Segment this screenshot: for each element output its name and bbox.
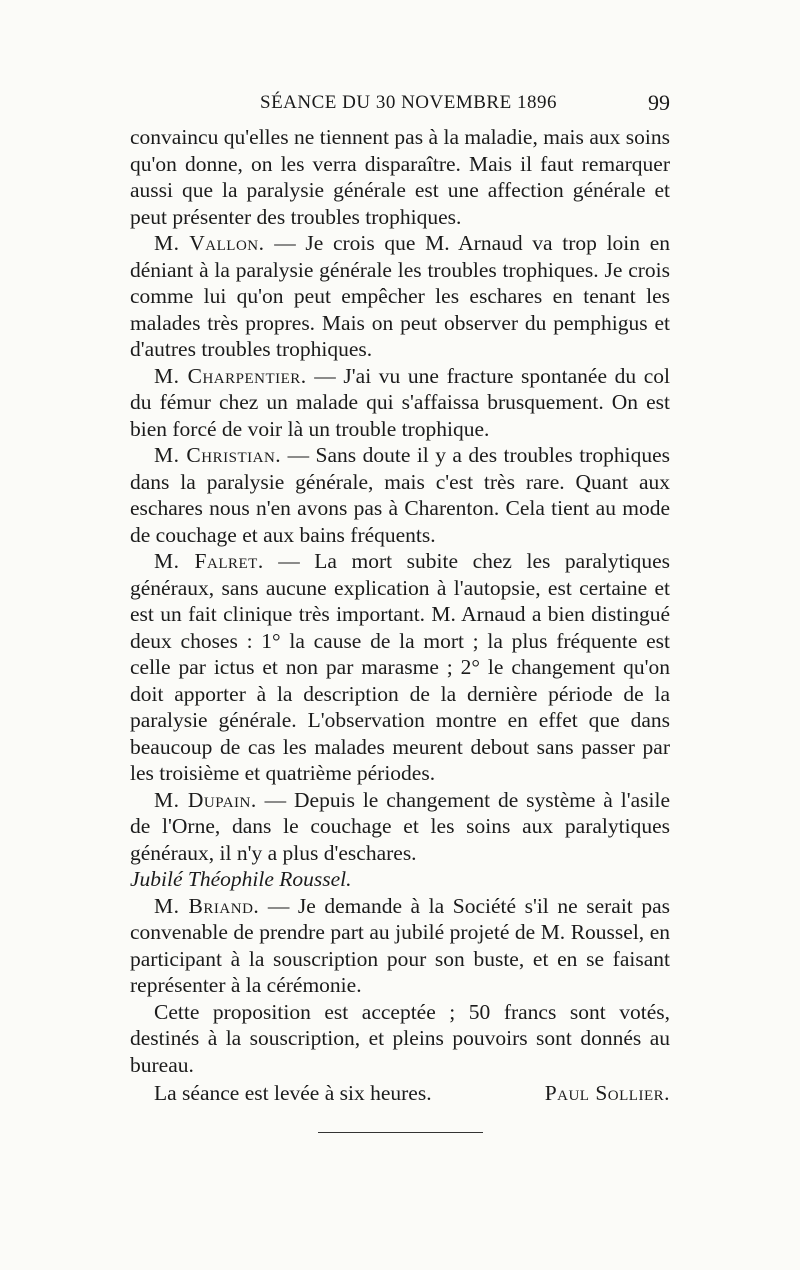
paragraph: [130, 999, 670, 1079]
paragraph: [130, 363, 670, 443]
speaker-name: M. Charpentier.: [154, 363, 307, 388]
paragraph-text: — La mort subite chez les paralytiques généraux, sans aucune explication à l'autopsie, est certaine et est un fait clinique très important. M. Arnaud a bien distingué deux choses : 1° la cause de la mort ; la plus fréquente est celle par ictus et non par marasme ; 2° le changement qu'on doit apporter à la description de la dernière période de la paralysie générale. L'observation montre en effet que dans beaucoup de cas les malades meurent debout sans passer par les troisième et quatrième périodes.: [130, 549, 670, 785]
section-title: Jubilé Théophile Roussel.: [130, 867, 352, 891]
paragraph: [130, 230, 670, 363]
paragraph-text: — Je demande à la Société s'il ne serait pas convenable de prendre part au jubilé projeté de M. Roussel, en participant à la souscription pour son buste, et en se faisant représenter à la cérémonie.: [130, 893, 670, 997]
paragraph-text: — Depuis le changement de système à l'asile de l'Orne, dans le couchage et les soins aux paralytiques généraux, il n'y a plus d'eschares.: [130, 787, 670, 865]
running-header: [130, 88, 670, 118]
speaker-name: M. Dupain.: [154, 787, 257, 812]
end-rule: [318, 1132, 483, 1133]
paragraph-text: Cette proposition est acceptée ; 50 francs sont votés, destinés à la souscription, et pleins pouvoirs sont donnés au bureau.: [130, 999, 670, 1077]
paragraph-text: — J'ai vu une fracture spontanée du col du fémur chez un malade qui s'affaissa brusquement. On est bien forcé de voir là un trouble trophique.: [130, 363, 670, 441]
speaker-name: M. Vallon.: [154, 231, 265, 255]
closing-line: [130, 1080, 670, 1107]
page-number: 99: [648, 90, 670, 115]
paragraph: [130, 442, 670, 548]
speaker-name: M. Falret.: [154, 549, 264, 573]
body-text: [130, 124, 670, 1107]
closing-text: La séance est levée à six heures.: [154, 1081, 432, 1105]
paragraph-text: — Sans doute il y a des troubles trophiques dans la paralysie générale, mais c'est très rare. Quant aux eschares nous n'en avons pas à Charenton. Cela tient au mode de couchage et aux bains fréquents.: [130, 443, 670, 547]
speaker-name: M. Christian.: [154, 443, 282, 467]
paragraph: [130, 548, 670, 787]
paragraph: [130, 893, 670, 999]
paragraph-text: — Je crois que M. Arnaud va trop loin en déniant à la paralysie générale les troubles trophiques. Je crois comme lui qu'on peut empêcher les eschares en tenant les malades très propres. Mais on peut observer du pemphigus et d'autres troubles trophiques.: [130, 231, 671, 361]
speaker-name: M. Briand.: [154, 893, 260, 918]
paragraph: [130, 124, 670, 230]
paragraph: [130, 787, 670, 867]
paragraph-text: convaincu qu'elles ne tiennent pas à la maladie, mais aux soins qu'on donne, on les verra disparaître. Mais il faut remarquer aussi que la paralysie générale est une affection générale et peut présenter des troubles trophiques.: [130, 125, 670, 229]
signature: Paul Sollier.: [544, 1081, 670, 1105]
header-title: SÉANCE DU 30 NOVEMBRE 1896: [260, 92, 557, 113]
